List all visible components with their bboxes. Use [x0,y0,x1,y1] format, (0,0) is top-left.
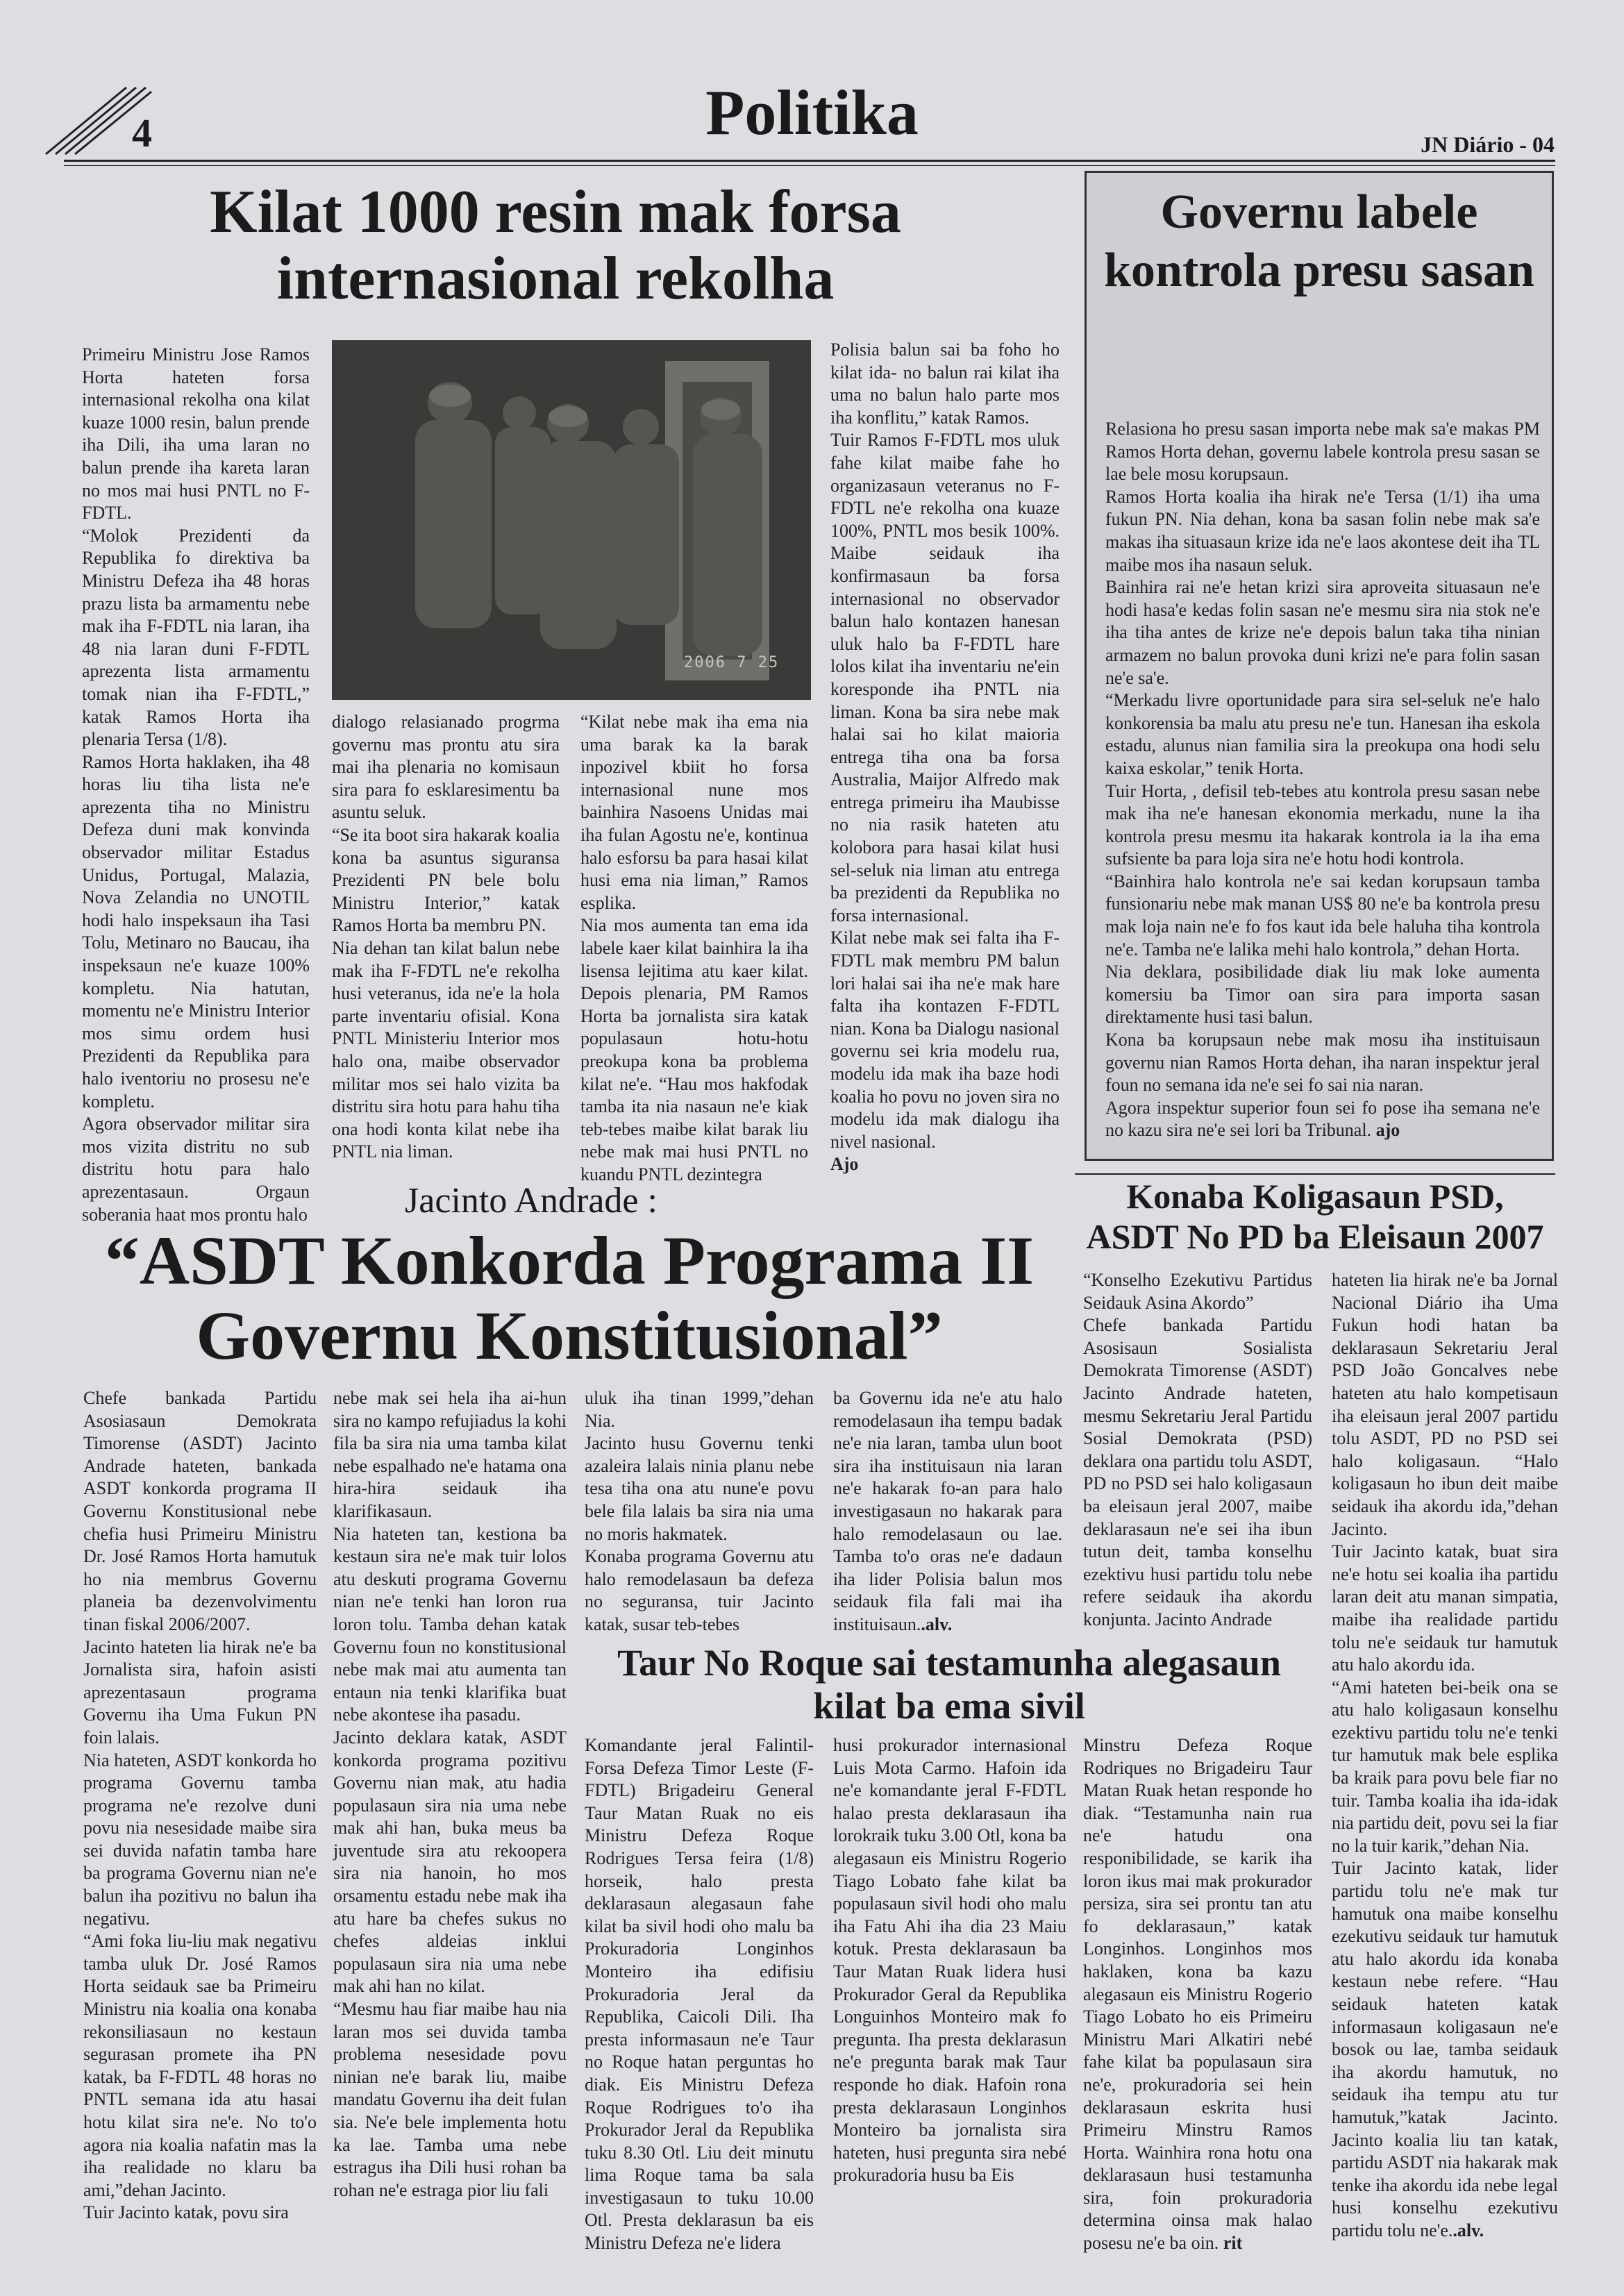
paragraph: Nia dehan tan kilat balun nebe mak iha F-FDTL ne'e rekolha husi veteranus, ida ne'e la hola parte inventariu ofisial. Kona PNTL Ministeriu Interior mos halo ona, maibe observador militar mos sei halo vizita ba distritu sira hotu para hahu tiha ona hodi konta kilat nebe iha PNTL nia liman. [332,937,560,1162]
paragraph: Tuir Jacinto katak, buat sira ne'e hotu sei koalia iha partidu laran deit atu manan simpatia, maibe iha realidade partidu tolu ne'e seidauk tur hamutuk atu halo akordu ida. [1332,1541,1558,1675]
paragraph: Ramos Horta koalia iha hirak ne'e Tersa (1/1) iha uma fukun PN. Nia dehan, kona ba sasan folin nebe mak sa'e makas iha situasaun krize ida ne'e laos akontese deit iha TL maibe mos iha nasaun seluk. [1105,486,1540,575]
article2-headline: Governu labele kontrola presu sasan [1104,185,1534,297]
article5-col1 [585,1734,814,2255]
article3-col4 [833,1387,1062,1636]
page-number: 4 [132,110,152,156]
article1-photo [332,340,811,700]
paragraph: nebe mak sei hela iha ai-hun sira no kampo refujiadus la kohi fila ba sira nia uma tamba kilat nebe espalhado ne'e hatama ona hira-hira seidauk iha klarifikasaun. [333,1388,567,1521]
byline: rit [1223,2233,1243,2254]
article4-col2 [1332,1269,1558,2243]
article3-kicker: Jacinto Andrade : [405,1181,658,1221]
paragraph: Tuir Jacinto katak, lider partidu tolu ne'e mak tur hamutuk ona maibe konselhu ezekutivu seidauk tur hamutuk atu halo akordu ida konaba kestaun nebe refere. “Hau seidauk hateten katak informasaun koligasaun ne'e bosok ou lae, tamba seidauk iha akordu hamutuk, no seidauk iha tempu atu tur hamutuk,”katak Jacinto. Jacinto koalia liu tan katak, partidu ASDT nia hakarak mak tenke iha akordu ida nebe legal husi konselhu ezekutivu partidu tolu ne'e. [1332,1858,1558,2240]
paragraph: Agora inspektur superior foun sei fo pose iha semana ne'e no kazu sira ne'e sei lori ba Tribunal. [1105,1097,1540,1141]
article4-top-rule [1075,1173,1555,1175]
article2-body [1105,418,1540,1142]
paragraph: Ramos Horta haklaken, iha 48 horas liu tiha lista ne'e aprezenta tiha no Ministru Defeza duni mak konvinda observador militar Estadus Unidus, Portugal, Malazia, Nova Zelandia no UNOTIL hodi halo inspeksaun iha Tasi Tolu, Metinaro no Baucau, iha inspeksaun ne'e kuaze 100% kompletu. Nia hatutan, momentu ne'e Ministru Interior mos simu ordem husi Prezidenti da Republika para halo iventoriu no prosesu ne'e kompletu. [82,751,310,1112]
article3-col2 [333,1387,567,2202]
paragraph: Komandante jeral Falintil-Forsa Defeza Timor Leste (F-FDTL) Brigadeiru General Taur Matan Ruak no eis Ministru Defeza Roque Rodrigues Tersa feira (1/8) horseik, halo presta deklarasaun alegasaun fahe kilat ba sivil hodi oho malu ba Prokuradoria Longinhos Monteiro iha edifisiu Prokuradoria Jeral da Republika, Caicoli Dili. Iha presta informasaun ne'e Taur no Roque hatan perguntas ho diak. Eis Ministru Defeza Roque Rodrigues to'o iha Prokurador Jeral da Republika tuku 8.30 Otl. Liu deit minutu lima Roque tama ba sala investigasaun to tuku 10.00 Otl. Presta deklarasun ba eis Ministru Defeza ne'e lidera [585,1735,814,2254]
paragraph: Bainhira rai ne'e hetan krizi sira aproveita situasaun ne'e hodi hasa'e kedas folin sasan ne'e mesmu sira nia stok ne'e iha tiha antes de krize ne'e depois balun taka tiha ninian armazem no balun provoka duni krizi ne'e para folin sasan ne'e sa'e. [1105,577,1540,688]
article5-headline: Taur No Roque sai testamunha alegasaun kilat ba ema sivil [617,1642,1281,1727]
photo-date-stamp: 2006 7 25 [684,654,780,671]
article4-col1 [1083,1269,1312,1632]
paragraph: uluk iha tinan 1999,”dehan Nia. [585,1388,814,1431]
paragraph: Relasiona ho presu sasan importa nebe mak sa'e makas PM Ramos Horta dehan, governu labele kontrola presu sasan se lae bele mosu korupsaun. [1105,419,1540,485]
article1-col2 [332,711,560,1164]
paragraph: Jacinto husu Governu tenki azaleira lalais ninia planu nebe tesa tiha ona atu nune'e povu bele fila lalais ba sira nia uma no moris hakmatek. [585,1433,814,1544]
byline: .alv. [1453,2220,1484,2240]
paragraph: husi prokurador internasional Luis Mota Carmo. Hafoin ida ne'e komandante jeral F-FDTL halao presta deklarasaun iha lorokraik tuku 3.00 Otl, kona ba alegasaun eis Ministru Rogerio Tiago Lobato fahe kilat ba populasaun sivil hodi oho malu iha Fatu Ahi iha dia 23 Maiu kotuk. Presta deklarasaun ba Taur Matan Ruak lidera husi Prokurador Geral da Republika Longuinhos Monteiro mak fo pregunta. Iha presta deklarasun ne'e pregunta barak mak Taur responde ho diak. Hafoin rona presta deklarasaun Longinhos Monteiro ba jornalista sira hateten, husi pregunta sira nebé prokuradoria husu ba Eis [833,1735,1066,2186]
section-title: Politika [705,77,919,148]
paragraph: Tuir Horta, , defisil teb-tebes atu kontrola presu sasan nebe mak iha ne'e hanesan ekonomia merkadu, nune la iha kontrola presu mesmu ita hakarak kontrola ia la iha ema sufsiente ba para loja sira ne'e hotu hodi kontrola. [1105,780,1540,869]
paragraph: hateten lia hirak ne'e ba Jornal Nacional Diário iha Uma Fukun hodi hatan ba deklarasaun Sekretariu Jeral PSD João Goncalves nebe hateten atu halo kompetisaun iha eleisaun jeral 2007 partidu tolu ASDT, PD no PSD sei halo koligasaun. “Halo koligasaun ho ibun deit maibe seidauk iha akordu ida,”dehan Jacinto. [1332,1270,1558,1539]
paragraph: Kona ba korupsaun nebe mak mosu iha instituisaun governu nian Ramos Horta dehan, iha naran inspektur jeral foun no semana ida ne'e sei fo sai nia naran. [1105,1030,1540,1096]
masthead-rule [64,160,1555,162]
article4-headline: Konaba Koligasaun PSD, ASDT No PD ba Eleisaun 2007 [1086,1177,1544,1256]
article3-col3 [585,1387,814,1636]
paragraph: Chefe bankada Partidu Asosiasaun Demokrata Timorense (ASDT) Jacinto Andrade hateten, bankada ASDT konkorda programa II Governu Konstitusional nebe chefia husi Primeiru Ministru Dr. José Ramos Horta hamutuk ho nia membrus Governu planeia ba dezenvolvimentu tinan fiskal 2006/2007. [83,1388,317,1634]
paragraph: “Kilat nebe mak iha ema nia uma barak ka la barak inpozivel kbiit ho forsa internasional nune mos bainhira Nasoens Unidas mai iha fulan Agostu ne'e, kontinua halo esforsu ba para hasai kilat husi ema nia liman,” Ramos esplika. [580,712,808,913]
paragraph: Tuir Ramos F-FDTL mos uluk fahe kilat maibe fahe ho organizasaun veteranus no F-FDTL ne'e rekolha ona kuaze 100%, PNTL mos besik 100%. Maibe seidauk iha konfirmasaun ba forsa internasional no observador balun halo kontazen hanesan uluk halo ba F-FDTL hare lolos kilat iha inventariu ne'ein koresponde iha PNTL nia liman. Kona ba sira nebe mak halai sai ho kilat maioria entrega tiha ona ba forsa Australia, Maijor Alfredo mak entrega primeiru iha Maubisse no nia rasik hateten atu kolobora para hasai kilat husi sel-seluk nia liman atu entrega ba prezidenti da Republika no forsa internasional. [830,430,1060,925]
paragraph: “Molok Prezidenti da Republika fo direktiva ba Ministru Defeza iha 48 horas prazu lista ba armamentu nebe mak iha F-FDTL nia laran, iha 48 nia laran duni F-FDTL aprezenta lista armamentu tomak nian iha F-FDTL,” katak Ramos Horta iha plenaria Tersa (1/8). [82,525,310,750]
byline: Ajo [830,1154,859,1175]
paragraph: “Bainhira halo kontrola ne'e sai kedan korupsaun tamba funsionariu nebe mak manan US$ 80 ne'e ba kontrola presu mak loja nain ne'e fo fos kaut ida bele haluha tiha kontrola ne'e. Tamba ne'e lalika mehi halo kontrola,” dehan Horta. [1105,871,1540,960]
paragraph: Konaba programa Governu atu halo remodelasaun ba defeza no seguransa, tuir Jacinto katak, susar teb-tebes [585,1546,814,1634]
article3-col1 [83,1387,317,2224]
paragraph: Nia hateten, ASDT konkorda ho programa Governu tamba programa ne'e rezolve duni povu nia nesesidade maibe sira sei duvida nafatin tamba hare ba programa Governu nian ne'e balun iha pozitivu no balun iha negativu. [83,1750,317,1929]
paragraph: Polisia balun sai ba foho ho kilat ida- no balun rai kilat iha uma no balun halo parte mos iha konflitu,” katak Ramos. [830,340,1060,428]
article5-col3 [1083,1734,1312,2255]
paragraph: Chefe bankada Partidu Asosisaun Sosialista Demokrata Timorense (ASDT) Jacinto Andrade hateten, mesmu Sekretariu Jeral Partidu Sosial Demokrata (PSD) deklara ona partidu tolu ASDT, PD no PSD sei halo koligasaun ba eleisaun jeral 2007, maibe deklarasaun ne'e sei iha ibun tutun deit, tamba konselhu ezektivu husi partidu tolu nebe refere seidauk iha akordu konjunta. Jacinto Andrade [1083,1315,1312,1629]
edition-label: JN Diário - 04 [1421,132,1555,157]
paragraph: Tuir Jacinto katak, povu sira [83,2202,289,2223]
paragraph: ba Governu ida ne'e atu halo remodelasaun iha tempu badak ne'e nia laran, tamba ulun boot sira iha instituisaun nia laran ne'e hakarak fo-an para halo investigasaun no hakarak para halo remodelasaun ou lae. Tamba to'o oras ne'e dadaun iha lider Polisia balun mos seidauk fila fali mai iha instituisaun. [833,1388,1062,1634]
paragraph: Agora observador militar sira mos vizita distritu no sub distritu hotu para halo aprezentasaun. Orgaun soberania haat mos prontu halo [82,1114,310,1225]
paragraph: “Ami hateten bei-beik ona se atu halo koligasaun konselhu ezektivu partidu tolu ne'e tenki tur hamutuk mak bele esplika ba kraik para povu bele fiar no tuir. Tamba koalia iha ida-idak nia partidu deit, povu sei la fiar no la tuir karik,”dehan Nia. [1332,1677,1558,1856]
paragraph: Jacinto deklara katak, ASDT konkorda programa pozitivu Governu nian mak, atu hadia populasaun sira nia uma nebe mak ahi han, buka meus ba juventude sira atu rekoopera sira nia hanoin, ho mos orsamentu estadu nebe mak iha atu hare ba chefes sukus no chefes aldeias inklui populasaun sira nia uma nebe mak ahi han no kilat. [333,1727,567,1997]
masthead-rule-thin [64,165,1555,166]
paragraph: Primeiru Ministru Jose Ramos Horta hateten forsa internasional rekolha ona kilat kuaze 1000 resin, balun prende iha Dili, iha uma laran no balun prende iha kareta laran no mos mai husi PNTL no F-FDTL. [82,344,310,523]
paragraph: Jacinto hateten lia hirak ne'e ba Jornalista sira, hafoin asisti aprezentasaun programa Governu iha Uma Fukun PN foin lalais. [83,1636,317,1748]
paragraph: “Ami foka liu-liu mak negativu tamba uluk Dr. José Ramos Horta seidauk sae ba Primeiru Ministru nia koalia ona konaba rekonsiliasaun no kestaun segurasan promete iha PN katak, ba F-FDTL 48 horas no PNTL semana ida atu hasai hotu kilat sira ne'e. No to'o agora nia koalia nafatin mas la iha realidade no klaru ba ami,”dehan Jacinto. [83,1931,317,2200]
byline: .alv. [921,1614,953,1634]
paragraph: Kilat nebe mak sei falta iha F-FDTL mak membru PM balun lori halai sai iha ne'e mak hare falta iha kontazen F-FDTL nian. Kona ba Dialogu nasional governu sei kria modelu rua, modelu ida mak iha baze hodi koalia ho povu no joven sira no modelu ida mak dialogu iha nivel nasional. [830,928,1060,1152]
article3-headline: “ASDT Konkorda Programa II Governu Konstitusional” [104,1222,1035,1374]
paragraph: Minstru Defeza Roque Rodriques no Brigadeiru Taur Matan Ruak hetan responde ho diak. “Testamunha nain rua ne'e hatudu ona responibilidade, se karik iha loron ikus mai mak prokurador persiza, sira sei prontu tan atu fo deklarasaun,” katak Longinhos. Longinhos mos haklaken, kona ba kazu alegasaun eis Ministru Rogerio Tiago Lobato ho eis Primeiru Ministru Mari Alkatiri nebé fahe kilat ba populasaun sira ne'e, prokuradoria sei hein deklarasaun eskrita husi Primeiru Minstru Ramos Horta. Wainhira rona hotu ona deklarasaun husi testamunha sira, foin prokuradoria determina oinsa mak halao posesu ne'e ba oin. [1083,1735,1312,2254]
article1-col1 [82,344,310,1226]
paragraph: “Mesmu hau fiar maibe hau nia laran mos sei duvida tamba problema nesesidade povu ninian ne'e barak liu, maibe mandatu Governu iha deit fulan sia. Ne'e bele implementa hotu ka lae. Tamba uma nebe estragus iha Dili husi rohan ba rohan ne'e estraga pior liu fali [333,1999,567,2200]
paragraph: dialogo relasianado progrma governu mas prontu atu sira mai iha plenaria no komisaun sira para fo esklaresimentu ba asuntu seluk. [332,712,560,823]
paragraph: Nia hateten tan, kestiona ba kestaun sira ne'e mak tuir lolos atu deskuti programa Governu nian ne'e tenki han loron rua loron tolu. Tamba dehan katak Governu foun no konstitusional nebe mak mai atu aumenta tan entaun nia tenki klarifika buat nebe akontese iha pasadu. [333,1523,567,1725]
article5-col2 [833,1734,1066,2187]
article1-headline: Kilat 1000 resin mak forsa internasional rekolha [210,178,901,312]
article1-col4 [830,339,1060,1176]
paragraph: “Merkadu livre oportunidade para sira sel-seluk ne'e halo konkorensia ba malu atu presu ne'e tun. Hanesan iha eskola estadu, alunus nian familia sira la preokupa ona hodi selu kaixa eskolar,” tenik Horta. [1105,690,1540,778]
byline: ajo [1375,1120,1400,1141]
paragraph: “Se ita boot sira hakarak koalia kona ba asuntus siguransa Prezidenti PN bele bolu Ministru Interior,” katak Ramos Horta ba membru PN. [332,824,560,936]
article1-col3 [580,711,808,1186]
paragraph: Nia deklara, posibilidade diak liu mak loke aumenta komersiu ba Timor oan sira para importa sasan direktamente husi tasi balun. [1105,962,1540,1028]
paragraph: “Konselho Ezekutivu Partidus Seidauk Asina Akordo” [1083,1270,1312,1313]
paragraph: Nia mos aumenta tan ema ida labele kaer kilat bainhira la iha lisensa lejitima atu kaer kilat. Depois plenaria, PM Ramos Horta ba jornalista sira katak populasaun hotu-hotu preokupa kona ba problema kilat ne'e. “Hau mos hakfodak tamba ita nia nasaun ne'e kiak teb-tebes maibe kilat barak liu nebe mak mai husi PNTL no kuandu PNTL dezintegra [580,915,808,1184]
